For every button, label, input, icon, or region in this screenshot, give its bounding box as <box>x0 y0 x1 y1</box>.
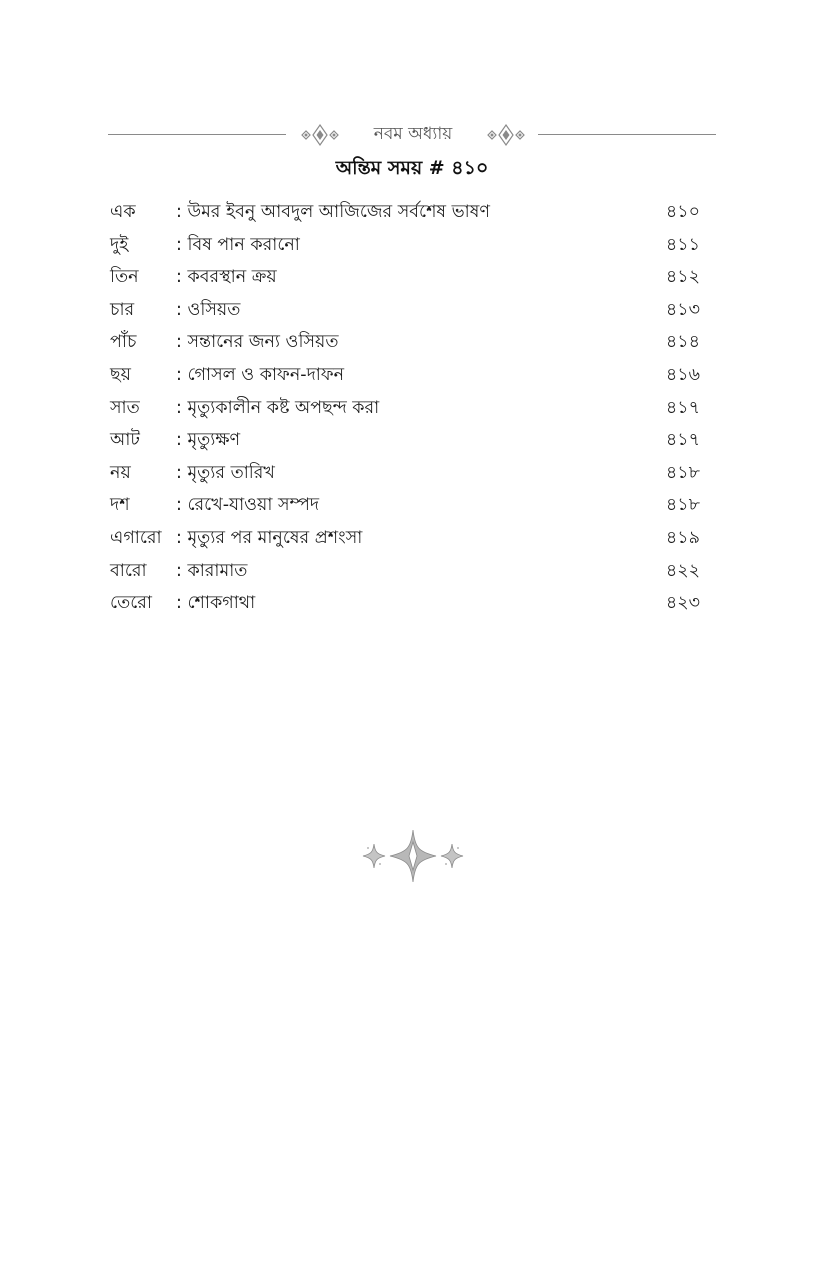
entry-number: চার <box>110 299 135 320</box>
entry-title: : রেখে-যাওয়া সম্পদ <box>176 495 320 516</box>
left-divider-line <box>108 134 286 135</box>
left-diamond-ornament-icon <box>288 122 352 148</box>
toc-entry[interactable] <box>110 457 700 490</box>
entry-title: : শোকগাথা <box>176 593 256 614</box>
entry-title: : কবরস্থান ক্রয় <box>176 267 277 288</box>
entry-number: তেরো <box>110 593 152 614</box>
entry-title: : মৃত্যুর তারিখ <box>176 462 275 483</box>
entry-number: নয় <box>110 462 131 483</box>
toc-entry[interactable] <box>110 392 700 425</box>
entry-page: ৪২২ <box>665 560 700 581</box>
toc-entry[interactable] <box>110 359 700 392</box>
toc-entry[interactable] <box>110 326 700 359</box>
entry-title: : বিষ পান করানো <box>176 234 300 255</box>
contents-list <box>110 196 700 620</box>
chapter-header <box>108 120 716 150</box>
toc-entry[interactable] <box>110 229 700 262</box>
entry-title: : ওসিয়ত <box>176 299 241 320</box>
entry-page: ৪১১ <box>665 234 700 255</box>
entry-number: বারো <box>110 560 147 581</box>
entry-title: : মৃত্যুকালীন কষ্ট অপছন্দ করা <box>176 397 380 418</box>
chapter-label: নবম অধ্যায় <box>373 124 453 144</box>
entry-number: আট <box>110 430 140 451</box>
entry-number: পাঁচ <box>110 332 137 353</box>
entry-page: ৪১৭ <box>665 397 700 418</box>
toc-entry[interactable] <box>110 489 700 522</box>
entry-number: এগারো <box>110 527 162 548</box>
toc-entry[interactable] <box>110 294 700 327</box>
entry-page: ৪১৭ <box>665 430 700 451</box>
entry-number: সাত <box>110 397 140 418</box>
entry-number: তিন <box>110 267 139 288</box>
entry-page: ৪২৩ <box>665 593 700 614</box>
entry-title: : উমর ইবনু আবদুল আজিজের সর্বশেষ ভাষণ <box>176 202 490 222</box>
section-title: অন্তিম সময় # ৪১০ <box>335 157 489 179</box>
entry-number: দশ <box>110 495 130 516</box>
toc-entry[interactable] <box>110 587 700 620</box>
entry-page: ৪১৬ <box>665 364 700 385</box>
entry-title: : কারামাত <box>176 560 248 581</box>
toc-entry[interactable] <box>110 196 700 229</box>
entry-page: ৪১২ <box>665 267 700 288</box>
entry-number: দুই <box>110 234 129 255</box>
entry-page: ৪১৮ <box>665 495 700 516</box>
entry-title: : মৃত্যুক্ষণ <box>176 430 241 451</box>
right-divider-line <box>538 134 716 135</box>
toc-entry[interactable] <box>110 261 700 294</box>
entry-number: এক <box>110 202 136 222</box>
star-ornament-icon <box>358 828 468 884</box>
entry-number: ছয় <box>110 364 131 385</box>
entry-page: ৪১০ <box>665 202 700 222</box>
entry-page: ৪১৪ <box>665 332 700 353</box>
toc-entry[interactable] <box>110 522 700 555</box>
entry-title: : গোসল ও কাফন-দাফন <box>176 364 345 385</box>
toc-entry[interactable] <box>110 424 700 457</box>
right-diamond-ornament-icon <box>474 122 538 148</box>
entry-page: ৪১৯ <box>665 527 700 548</box>
entry-page: ৪১৩ <box>665 299 700 320</box>
entry-page: ৪১৮ <box>665 462 700 483</box>
toc-entry[interactable] <box>110 555 700 588</box>
entry-title: : সন্তানের জন্য ওসিয়ত <box>176 332 339 353</box>
entry-title: : মৃত্যুর পর মানুষের প্রশংসা <box>176 527 363 548</box>
